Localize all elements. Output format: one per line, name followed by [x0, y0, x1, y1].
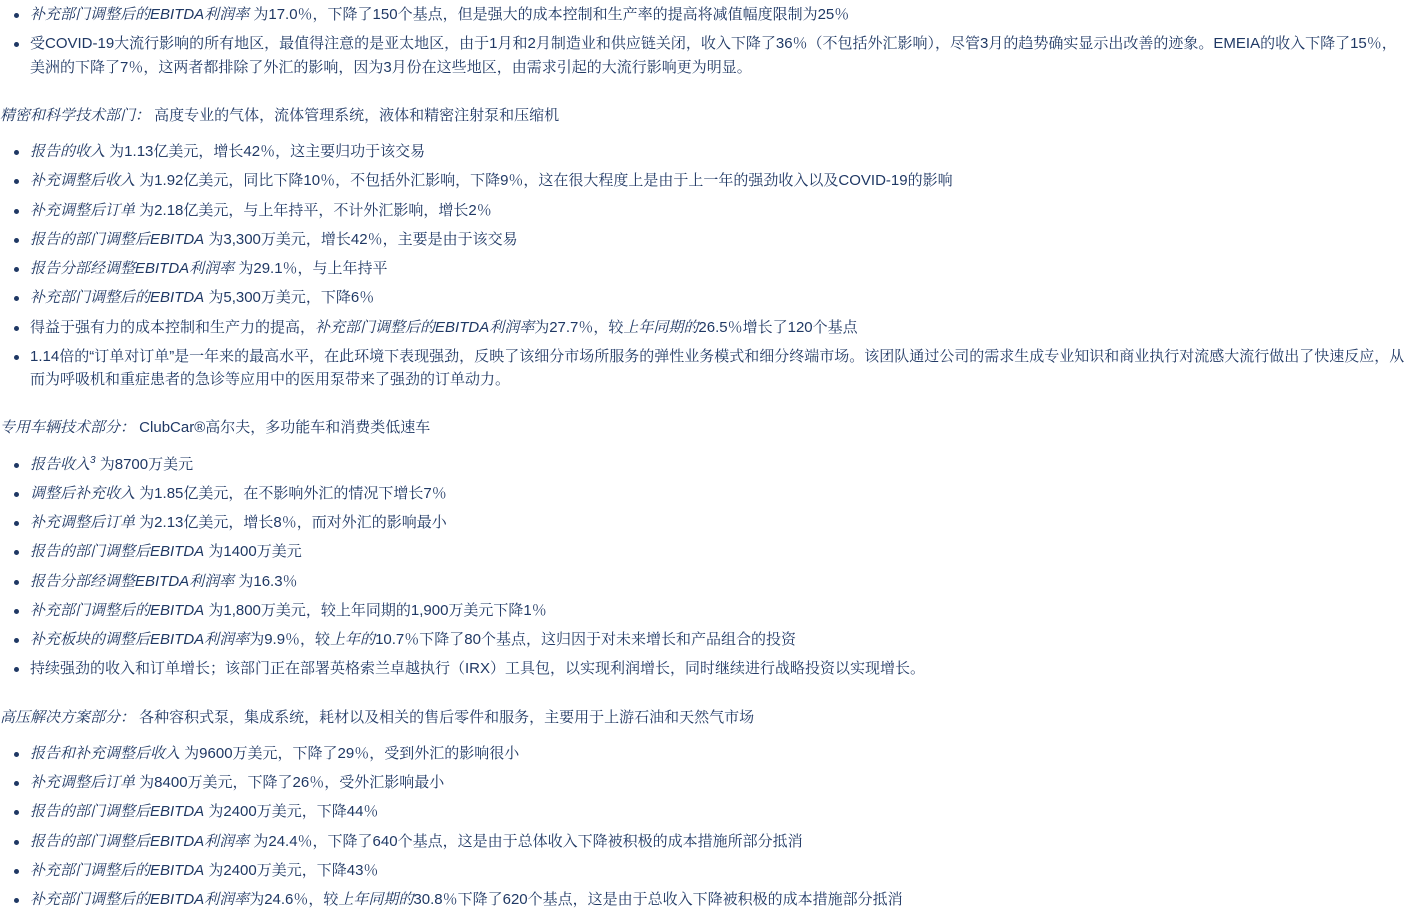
- bullet-text: 为2400万美元，下降44％: [204, 803, 379, 821]
- bullet-italic-lead: 报告的部门调整后EBITDA: [30, 543, 205, 561]
- bullet-italic-lead: 报告收入: [30, 455, 91, 473]
- section-heading: [0, 416, 1407, 439]
- bullet-italic-lead: 补充调整后订单: [30, 201, 136, 219]
- section-heading-rest: 各种容积式泵，集成系统，耗材以及相关的售后零件和服务，主要用于上游石油和天然气市场: [135, 708, 755, 726]
- list-item: [0, 137, 1407, 166]
- bullet-italic-lead: 报告分部经调整EBITDA利润率: [30, 572, 235, 590]
- bullet-italic-lead: 报告和补充调整后收入: [30, 744, 181, 762]
- list-item: [0, 196, 1407, 225]
- bullet-text-2: 10.7％下降了80个基点，这归因于对未来增长和产品组合的投资: [375, 631, 796, 648]
- bullet-italic-lead: 补充部门调整后的EBITDA利润率: [30, 891, 250, 908]
- list-item: [0, 537, 1407, 566]
- list-item: [0, 0, 1407, 29]
- bullet-text: 为1.85亿美元，在不影响外汇的情况下增长7％: [135, 484, 447, 502]
- bullet-italic-lead: 补充部门调整后的EBITDA: [30, 601, 205, 619]
- list-item: [0, 797, 1407, 826]
- section-heading-rest: ClubCar®高尔夫，多功能车和消费类低速车: [135, 419, 431, 437]
- list-item: [0, 768, 1407, 797]
- list-item: [0, 508, 1407, 537]
- bullet-italic-lead: 补充调整后订单: [30, 774, 136, 791]
- bullet-text: 为17.0％，下降了150个基点，但是强大的成本控制和生产率的提高将减值幅度限制为25％: [249, 6, 850, 23]
- list-item: [0, 856, 1407, 885]
- bullet-italic-lead: 补充调整后收入: [30, 172, 136, 190]
- list-item: [0, 885, 1407, 914]
- bullet-text: 为5,300万美元，下降6％: [204, 289, 375, 307]
- list-item: [0, 166, 1407, 195]
- list-item: [0, 739, 1407, 768]
- bullet-text: 为9.9％，较: [249, 631, 331, 648]
- list-item: [0, 254, 1407, 283]
- bullet-text: 为1.92亿美元，同比下降10％，不包括外汇影响，下降9％，这在很大程度上是由于上一年的强劲收入以及COVID-19的影响: [135, 172, 953, 190]
- bullet-italic-mid-2: 上年同期的: [623, 318, 699, 336]
- bullet-italic-lead: 补充部门调整后的EBITDA: [30, 289, 205, 307]
- bullet-italic-lead: 报告分部经调整EBITDA利润率: [30, 260, 235, 277]
- bullet-text: 1.14倍的“订单对订单”是一年来的最高水平，在此环境下表现强劲，反映了该细分市场所服务的弹性业务模式和细分终端市场。该团队通过公司的需求生成专业知识和商业执行对流感大流行做出了快速反应，从而为呼吸机和重症患者的急诊等应用中的医用泵带来了强劲的订单动力。: [30, 347, 1405, 388]
- bullet-text-2: 为27.7％，较: [534, 318, 624, 336]
- bullet-text: 为2.18亿美元，与上年持平，不计外汇影响，增长2％: [135, 201, 492, 219]
- bullet-text: 为29.1％，与上年持平: [234, 260, 388, 277]
- bullet-text-2: 30.8％下降了620个基点，这是由于总收入下降被积极的成本措施部分抵消: [413, 891, 903, 908]
- top-bullet-list: [0, 0, 1407, 82]
- bullet-italic-lead: 报告的部门调整后EBITDA: [30, 230, 205, 248]
- bullet-text: 为1400万美元: [204, 543, 302, 561]
- list-item: [0, 567, 1407, 596]
- bullet-text: 为3,300万美元，增长42％，主要是由于该交易: [204, 230, 518, 248]
- section-heading: [0, 706, 1407, 729]
- list-item: [0, 225, 1407, 254]
- list-item: [0, 596, 1407, 625]
- list-item: [0, 654, 1407, 683]
- list-item: [0, 450, 1407, 479]
- bullet-italic-lead: 补充部门调整后的EBITDA: [30, 861, 205, 879]
- list-item: [0, 313, 1407, 342]
- section-bullet-list: [0, 137, 1407, 394]
- bullet-italic-mid: 补充部门调整后的EBITDA利润率: [315, 318, 535, 336]
- bullet-italic-lead: 报告的部门调整后EBITDA: [30, 803, 205, 821]
- section-heading: [0, 104, 1407, 127]
- bullet-text: 持续强劲的收入和订单增长；该部门正在部署英格索兰卓越执行（IRX）工具包，以实现利润增长，同时继续进行战略投资以实现增长。: [30, 660, 926, 678]
- bullet-text: 为2400万美元，下降43％: [204, 861, 379, 879]
- bullet-italic-lead: 调整后补充收入: [30, 484, 136, 502]
- section-heading-rest: 高度专业的气体，流体管理系统，液体和精密注射泵和压缩机: [150, 106, 560, 124]
- bullet-italic-lead: 补充板块的调整后EBITDA利润率: [30, 631, 250, 648]
- bullet-italic-lead: 报告的部门调整后EBITDA利润率: [30, 832, 250, 850]
- bullet-italic-lead: 报告的收入: [30, 143, 106, 160]
- bullet-italic-lead: 补充调整后订单: [30, 514, 136, 531]
- list-item: [0, 342, 1407, 395]
- section-heading-lead: 专用车辆技术部分：: [0, 419, 136, 437]
- bullet-text: 为16.3％: [234, 572, 298, 590]
- bullet-italic-mid: 上年同期的: [338, 891, 414, 908]
- list-item: [0, 29, 1407, 82]
- bullet-text: 为8400万美元，下降了26％，受外汇影响最小: [135, 774, 445, 791]
- bullet-text: 为1.13亿美元，增长42％，这主要归功于该交易: [105, 143, 426, 160]
- bullet-text-3: 26.5％增长了120个基点: [698, 318, 858, 336]
- footnote-marker: 3: [90, 454, 96, 466]
- list-item: [0, 827, 1407, 856]
- bullet-text: 受COVID-19大流行影响的所有地区，最值得注意的是亚太地区，由于1月和2月制造业和供应链关闭，收入下降了36％（不包括外汇影响），尽管3月的趋势确实显示出改善的迹象。EMEIA的收入下降了15％，美洲的下降了7％，这两者都排除了外汇的影响，因为3月份在这些地区，由需求引起的大流行影响更为明显。: [30, 35, 1397, 76]
- section-heading-lead: 精密和科学技术部门：: [0, 106, 151, 124]
- bullet-italic-lead: 补充部门调整后的EBITDA利润率: [30, 6, 250, 23]
- section-heading-lead: 高压解决方案部分：: [0, 708, 136, 726]
- bullet-text: 为9600万美元，下降了29％，受到外汇的影响很小: [180, 744, 520, 762]
- bullet-text: 为24.4％，下降了640个基点，这是由于总体收入下降被积极的成本措施所部分抵消: [249, 832, 803, 850]
- section-bullet-list: [0, 739, 1407, 914]
- section-bullet-list: [0, 450, 1407, 684]
- list-item: [0, 479, 1407, 508]
- bullet-italic-mid: 上年的: [330, 631, 376, 648]
- list-item: [0, 625, 1407, 654]
- list-item: [0, 283, 1407, 312]
- bullet-text: 得益于强有力的成本控制和生产力的提高，: [30, 318, 316, 336]
- bullet-text: 为1,800万美元，较上年同期的1,900万美元下降1％: [204, 601, 547, 619]
- bullet-text: 为24.6％，较: [249, 891, 339, 908]
- bullet-text: 为2.13亿美元，增长8％，而对外汇的影响最小: [135, 514, 447, 531]
- bullet-text: 为8700万美元: [95, 455, 194, 473]
